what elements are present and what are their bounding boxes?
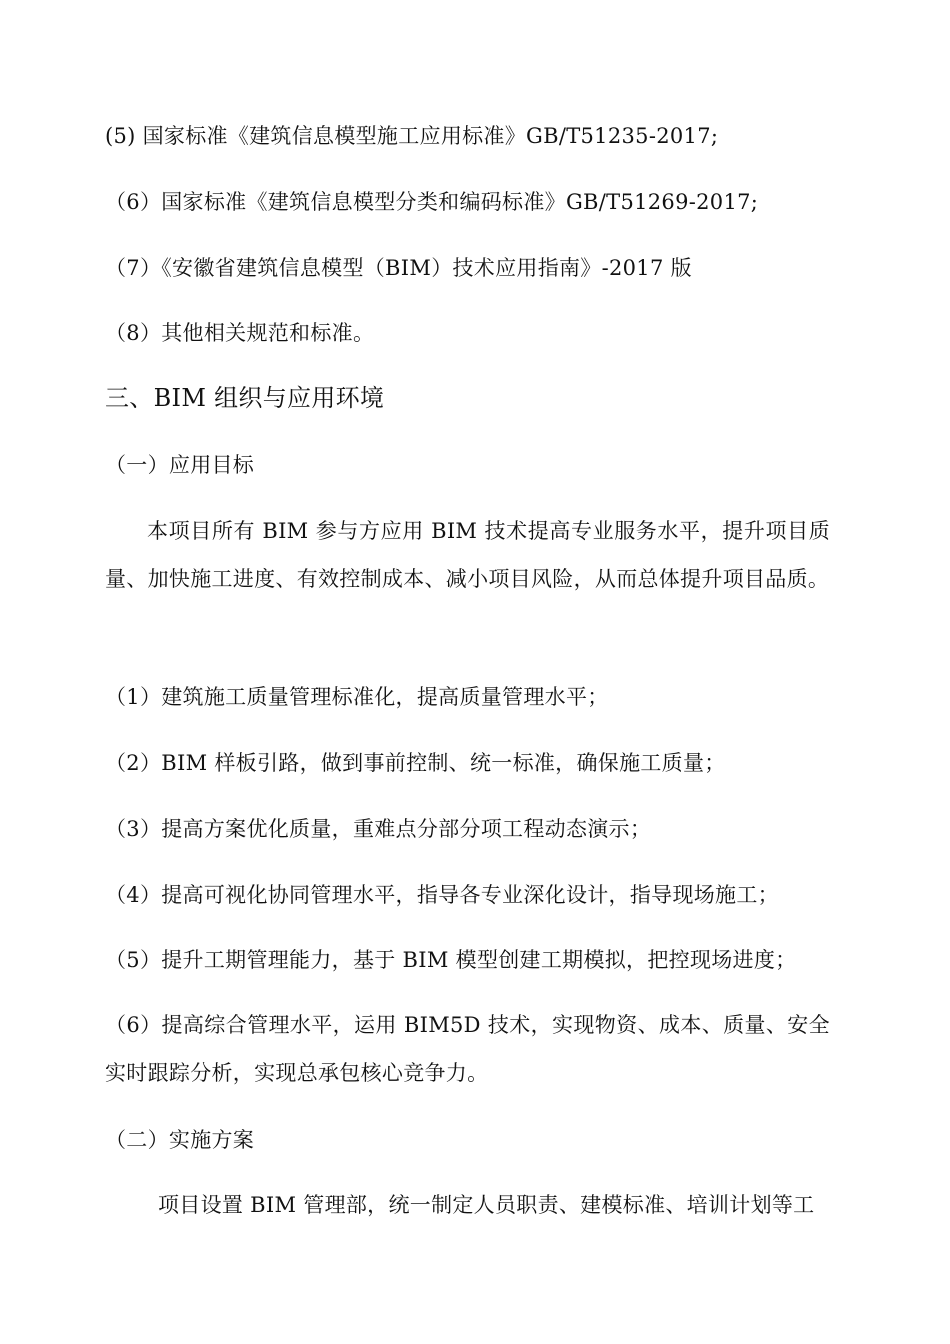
goal-item-2: （2）BIM 样板引路，做到事前控制、统一标准，确保施工质量； <box>105 751 726 775</box>
plan-paragraph: 项目设置 BIM 管理部，统一制定人员职责、建模标准、培训计划等工 <box>158 1193 815 1217</box>
goal-item-5: （5）提升工期管理能力，基于 BIM 模型创建工期模拟，把控现场进度； <box>105 948 797 972</box>
goal-item-4: （4）提高可视化协同管理水平，指导各专业深化设计，指导现场施工； <box>105 883 779 907</box>
section-heading: 三、BIM 组织与应用环境 <box>105 384 385 412</box>
goal-item-3: （3）提高方案优化质量，重难点分部分项工程动态演示； <box>105 817 652 841</box>
standard-item-8: （8）其他相关规范和标准。 <box>105 321 375 345</box>
subsection-heading-goals: （一）应用目标 <box>105 453 255 477</box>
standard-item-7: （7）《安徽省建筑信息模型（BIM）技术应用指南》-2017 版 <box>105 256 692 280</box>
standard-item-5: (5) 国家标准《建筑信息模型施工应用标准》GB/T51235-2017; <box>105 124 719 148</box>
goal-item-6: （6）提高综合管理水平，运用 BIM5D 技术，实现物资、成本、质量、安全实时跟踪分析，实现总承包核心竞争力。 <box>105 1013 830 1085</box>
standard-item-6: （6）国家标准《建筑信息模型分类和编码标准》GB/T51269-2017; <box>105 190 759 214</box>
goals-paragraph: 本项目所有 BIM 参与方应用 BIM 技术提高专业服务水平，提升项目质量、加快施工进度、有效控制成本、减小项目风险，从而总体提升项目品质。 <box>105 519 830 591</box>
goal-item-1: （1）建筑施工质量管理标准化，提高质量管理水平； <box>105 685 609 709</box>
subsection-heading-plan: （二）实施方案 <box>105 1128 255 1152</box>
